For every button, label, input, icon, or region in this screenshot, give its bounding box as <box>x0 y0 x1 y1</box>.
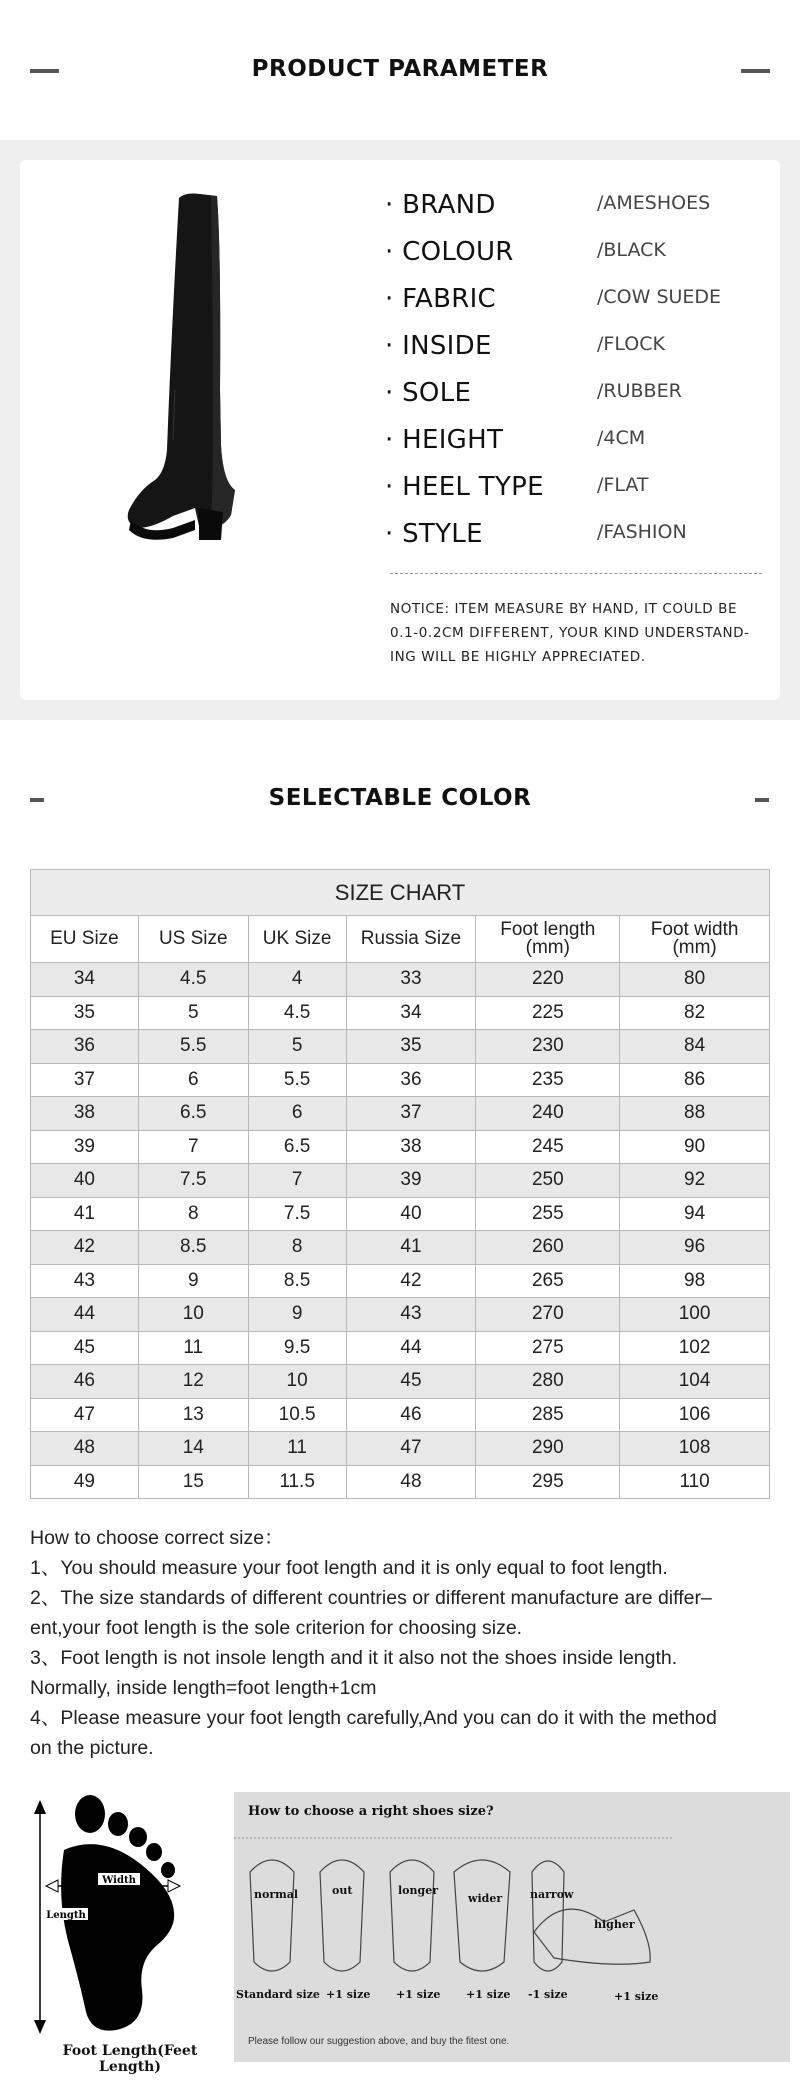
fit-label-longer: longer <box>398 1884 438 1897</box>
table-cell: 6.5 <box>248 1130 346 1164</box>
table-cell: 33 <box>346 963 476 997</box>
table-cell: 275 <box>476 1331 620 1365</box>
fit-label-wider: wider <box>468 1892 503 1905</box>
param-row-brand <box>385 180 765 227</box>
fit-label-higher: higher <box>594 1918 635 1931</box>
size-label-wider: +1 size <box>466 1988 511 2001</box>
table-row <box>31 1197 770 1231</box>
table-row <box>31 996 770 1030</box>
table-cell: 34 <box>31 963 139 997</box>
table-cell: 8 <box>248 1231 346 1265</box>
table-cell: 35 <box>31 996 139 1030</box>
table-cell: 88 <box>620 1097 770 1131</box>
param-value: /FLAT <box>597 474 649 496</box>
column-header: Russia Size <box>346 916 476 963</box>
table-cell: 5 <box>248 1030 346 1064</box>
size-chart-caption: SIZE CHART <box>31 870 770 916</box>
table-cell: 7.5 <box>138 1164 248 1198</box>
param-value: /COW SUEDE <box>597 286 722 308</box>
table-cell: 108 <box>620 1432 770 1466</box>
table-cell: 46 <box>31 1365 139 1399</box>
param-key: · STYLE <box>385 519 483 549</box>
param-value: /RUBBER <box>597 380 682 402</box>
table-row <box>31 1465 770 1499</box>
table-cell: 82 <box>620 996 770 1030</box>
table-cell: 106 <box>620 1398 770 1432</box>
table-cell: 235 <box>476 1063 620 1097</box>
size-label-out: +1 size <box>326 1988 371 2001</box>
table-cell: 5.5 <box>248 1063 346 1097</box>
table-cell: 49 <box>31 1465 139 1499</box>
table-cell: 35 <box>346 1030 476 1064</box>
param-value: /4CM <box>597 427 646 449</box>
param-row-colour <box>385 227 765 274</box>
column-header: Foot width (mm) <box>620 916 770 963</box>
table-row <box>31 1331 770 1365</box>
instruction-line: ent,your foot length is the sole criterion for choosing size. <box>30 1617 523 1639</box>
fit-guide-note: Please follow our suggestion above, and buy the fitest one. <box>248 2036 510 2047</box>
table-cell: 15 <box>138 1465 248 1499</box>
table-cell: 280 <box>476 1365 620 1399</box>
table-cell: 9 <box>248 1298 346 1332</box>
right-dash-decoration <box>741 69 770 73</box>
table-cell: 37 <box>346 1097 476 1131</box>
table-cell: 250 <box>476 1164 620 1198</box>
table-cell: 12 <box>138 1365 248 1399</box>
instruction-line: 4、Please measure your foot length carefully,And you can do it with the method <box>30 1707 717 1729</box>
table-cell: 98 <box>620 1264 770 1298</box>
column-header: Foot length (mm) <box>476 916 620 963</box>
notice-line: NOTICE: ITEM MEASURE BY HAND, IT COULD BE <box>390 601 738 617</box>
fit-label-normal: normal <box>254 1888 299 1901</box>
instruction-line: Normally, inside length=foot length+1cm <box>30 1677 377 1699</box>
table-row <box>31 1365 770 1399</box>
table-row <box>31 1264 770 1298</box>
param-key: · HEIGHT <box>385 425 504 455</box>
table-cell: 40 <box>31 1164 139 1198</box>
table-row <box>31 1030 770 1064</box>
param-value: /BLACK <box>597 239 666 261</box>
table-cell: 225 <box>476 996 620 1030</box>
table-cell: 4.5 <box>248 996 346 1030</box>
table-cell: 4.5 <box>138 963 248 997</box>
param-key: · SOLE <box>385 378 472 408</box>
foot-length-caption: Foot Length(Feet Length) <box>62 2043 198 2075</box>
param-value: /FLOCK <box>597 333 665 355</box>
table-cell: 94 <box>620 1197 770 1231</box>
table-cell: 84 <box>620 1030 770 1064</box>
table-cell: 255 <box>476 1197 620 1231</box>
measurement-notice <box>390 597 770 669</box>
table-cell: 8.5 <box>138 1231 248 1265</box>
column-header: EU Size <box>31 916 139 963</box>
param-value: /AMESHOES <box>597 192 711 214</box>
table-cell: 9 <box>138 1264 248 1298</box>
table-cell: 110 <box>620 1465 770 1499</box>
table-cell: 38 <box>346 1130 476 1164</box>
foot-measurement-diagram <box>30 1790 230 2080</box>
table-cell: 8 <box>138 1197 248 1231</box>
table-cell: 39 <box>31 1130 139 1164</box>
table-cell: 44 <box>346 1331 476 1365</box>
table-cell: 10 <box>248 1365 346 1399</box>
product-parameter-card <box>20 160 780 700</box>
table-cell: 11 <box>248 1432 346 1466</box>
column-header: UK Size <box>248 916 346 963</box>
table-cell: 96 <box>620 1231 770 1265</box>
notice-line: ING WILL BE HIGHLY APPRECIATED. <box>390 649 646 665</box>
table-cell: 44 <box>31 1298 139 1332</box>
table-cell: 47 <box>31 1398 139 1432</box>
table-cell: 11.5 <box>248 1465 346 1499</box>
table-cell: 10.5 <box>248 1398 346 1432</box>
table-cell: 6 <box>138 1063 248 1097</box>
param-row-inside <box>385 321 765 368</box>
instruction-line: 3、Foot length is not insole length and it it also not the shoes inside length. <box>30 1647 678 1669</box>
param-row-height <box>385 415 765 462</box>
table-cell: 290 <box>476 1432 620 1466</box>
table-row <box>31 1130 770 1164</box>
instruction-line: How to choose correct size： <box>30 1527 284 1549</box>
table-row <box>31 1432 770 1466</box>
table-cell: 38 <box>31 1097 139 1131</box>
footprint-icon <box>30 1790 230 2040</box>
width-label: Width <box>102 1875 136 1886</box>
table-cell: 41 <box>31 1197 139 1231</box>
fit-guide-title: How to choose a right shoes size? <box>248 1804 494 1819</box>
column-header: US Size <box>138 916 248 963</box>
table-cell: 39 <box>346 1164 476 1198</box>
table-cell: 14 <box>138 1432 248 1466</box>
table-cell: 37 <box>31 1063 139 1097</box>
param-row-style <box>385 509 765 556</box>
param-value: /FASHION <box>597 521 687 543</box>
table-cell: 4 <box>248 963 346 997</box>
table-cell: 100 <box>620 1298 770 1332</box>
dashed-divider <box>390 573 762 574</box>
table-cell: 45 <box>346 1365 476 1399</box>
table-cell: 11 <box>138 1331 248 1365</box>
selectable-color-header <box>0 779 800 819</box>
table-row <box>31 1298 770 1332</box>
table-cell: 36 <box>31 1030 139 1064</box>
table-cell: 285 <box>476 1398 620 1432</box>
param-key: · HEEL TYPE <box>385 472 544 502</box>
table-row <box>31 1231 770 1265</box>
table-cell: 40 <box>346 1197 476 1231</box>
table-cell: 48 <box>31 1432 139 1466</box>
table-cell: 80 <box>620 963 770 997</box>
size-instructions <box>30 1523 775 1763</box>
table-cell: 270 <box>476 1298 620 1332</box>
notice-line: 0.1-0.2CM DIFFERENT, YOUR KIND UNDERSTAND- <box>390 625 750 641</box>
table-cell: 5 <box>138 996 248 1030</box>
fit-label-out: out <box>332 1884 353 1897</box>
size-label-longer: +1 size <box>396 1988 441 2001</box>
table-cell: 48 <box>346 1465 476 1499</box>
table-cell: 7 <box>138 1130 248 1164</box>
table-cell: 240 <box>476 1097 620 1131</box>
table-cell: 42 <box>31 1231 139 1265</box>
param-key: · INSIDE <box>385 331 492 361</box>
section-title: PRODUCT PARAMETER <box>251 56 549 82</box>
table-cell: 41 <box>346 1231 476 1265</box>
table-cell: 34 <box>346 996 476 1030</box>
table-cell: 6.5 <box>138 1097 248 1131</box>
table-cell: 104 <box>620 1365 770 1399</box>
size-label-higher: +1 size <box>614 1990 659 2003</box>
table-cell: 260 <box>476 1231 620 1265</box>
table-row <box>31 1097 770 1131</box>
param-row-heel-type <box>385 462 765 509</box>
table-cell: 10 <box>138 1298 248 1332</box>
table-cell: 295 <box>476 1465 620 1499</box>
instruction-line: 2、The size standards of different countries or different manufacture are differ– <box>30 1587 712 1609</box>
size-chart-table <box>30 869 770 1499</box>
table-cell: 7.5 <box>248 1197 346 1231</box>
table-row <box>31 963 770 997</box>
table-cell: 92 <box>620 1164 770 1198</box>
instruction-line: on the picture. <box>30 1737 154 1759</box>
table-cell: 7 <box>248 1164 346 1198</box>
instruction-line: 1、You should measure your foot length and it is only equal to foot length. <box>30 1557 668 1579</box>
product-parameter-band <box>0 140 800 720</box>
length-label: Length <box>46 1910 86 1921</box>
table-cell: 265 <box>476 1264 620 1298</box>
product-parameter-header <box>0 50 800 90</box>
size-label-narrow: -1 size <box>528 1988 568 2001</box>
param-key: · COLOUR <box>385 237 514 267</box>
table-cell: 102 <box>620 1331 770 1365</box>
param-key: · FABRIC <box>385 284 497 314</box>
table-cell: 86 <box>620 1063 770 1097</box>
table-cell: 245 <box>476 1130 620 1164</box>
param-key: · BRAND <box>385 190 496 220</box>
table-cell: 47 <box>346 1432 476 1466</box>
table-cell: 5.5 <box>138 1030 248 1064</box>
table-cell: 36 <box>346 1063 476 1097</box>
boot-image <box>125 190 255 550</box>
section-title: SELECTABLE COLOR <box>268 785 532 811</box>
table-cell: 43 <box>346 1298 476 1332</box>
table-cell: 43 <box>31 1264 139 1298</box>
fit-guide-illustration <box>234 1792 790 2062</box>
table-cell: 42 <box>346 1264 476 1298</box>
table-cell: 46 <box>346 1398 476 1432</box>
table-row <box>31 1063 770 1097</box>
right-dash-decoration <box>755 798 769 802</box>
param-row-fabric <box>385 274 765 321</box>
size-label-standard: Standard size <box>236 1988 320 2001</box>
param-row-sole <box>385 368 765 415</box>
table-cell: 230 <box>476 1030 620 1064</box>
fit-label-narrow: narrow <box>530 1888 574 1901</box>
table-row <box>31 1398 770 1432</box>
table-cell: 6 <box>248 1097 346 1131</box>
table-cell: 220 <box>476 963 620 997</box>
table-cell: 9.5 <box>248 1331 346 1365</box>
table-cell: 13 <box>138 1398 248 1432</box>
table-cell: 90 <box>620 1130 770 1164</box>
table-cell: 8.5 <box>248 1264 346 1298</box>
table-cell: 45 <box>31 1331 139 1365</box>
parameter-list <box>385 180 765 556</box>
table-row <box>31 1164 770 1198</box>
